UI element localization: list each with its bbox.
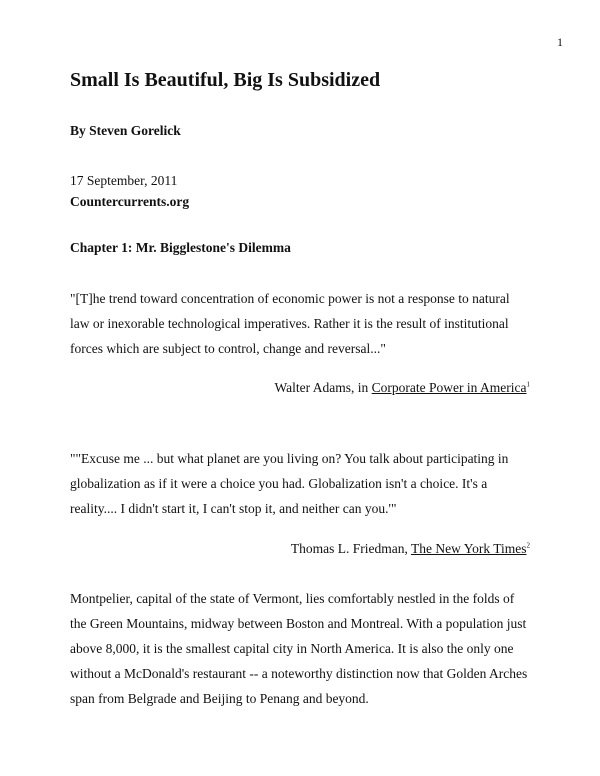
epigraph-quote-friedman: ""Excuse me ... but what planet are you living on? You talk about participating in globalization as if it were a choice you had. Globalization isn't a choice. It's a reality.... I didn't start it, I can't stop it, and neither can you.'"	[70, 451, 509, 516]
body-paragraph: Montpelier, capital of the state of Vermont, lies comfortably nestled in the folds of the Green Mountains, midway between Boston and Montreal. With a population just above 8,000, it is the smallest capital city in North America. It is also the only one without a McDonald's restaurant -- a noteworthy distinction now that Golden Arches span from Belgrade and Beijing to Penang and beyond.	[70, 591, 528, 706]
epigraph-attribution-friedman	[291, 541, 530, 557]
attribution-work-title: Corporate Power in America	[371, 380, 527, 395]
byline: By Steven Gorelick	[70, 123, 181, 138]
footnote-marker: 1	[526, 380, 530, 389]
attribution-work-title: The New York Times	[410, 541, 527, 556]
attribution-author: Walter Adams, in	[274, 380, 372, 395]
epigraph-quote-adams: "[T]he trend toward concentration of economic power is not a response to natural law or inexorable technological imperatives. Rather it is the result of institutional forces which are subject to control, change and reversal..."	[70, 291, 510, 356]
footnote-marker: 2	[526, 541, 530, 550]
page-number: 1	[557, 35, 563, 49]
article-title: Small Is Beautiful, Big Is Subsidized	[70, 69, 381, 91]
publication-source: Countercurrents.org	[70, 194, 190, 209]
epigraph-attribution-adams	[275, 380, 530, 396]
chapter-heading: Chapter 1: Mr. Bigglestone's Dilemma	[70, 240, 291, 255]
attribution-author: Thomas L. Friedman,	[290, 541, 411, 556]
publication-date: 17 September, 2011	[70, 173, 178, 188]
